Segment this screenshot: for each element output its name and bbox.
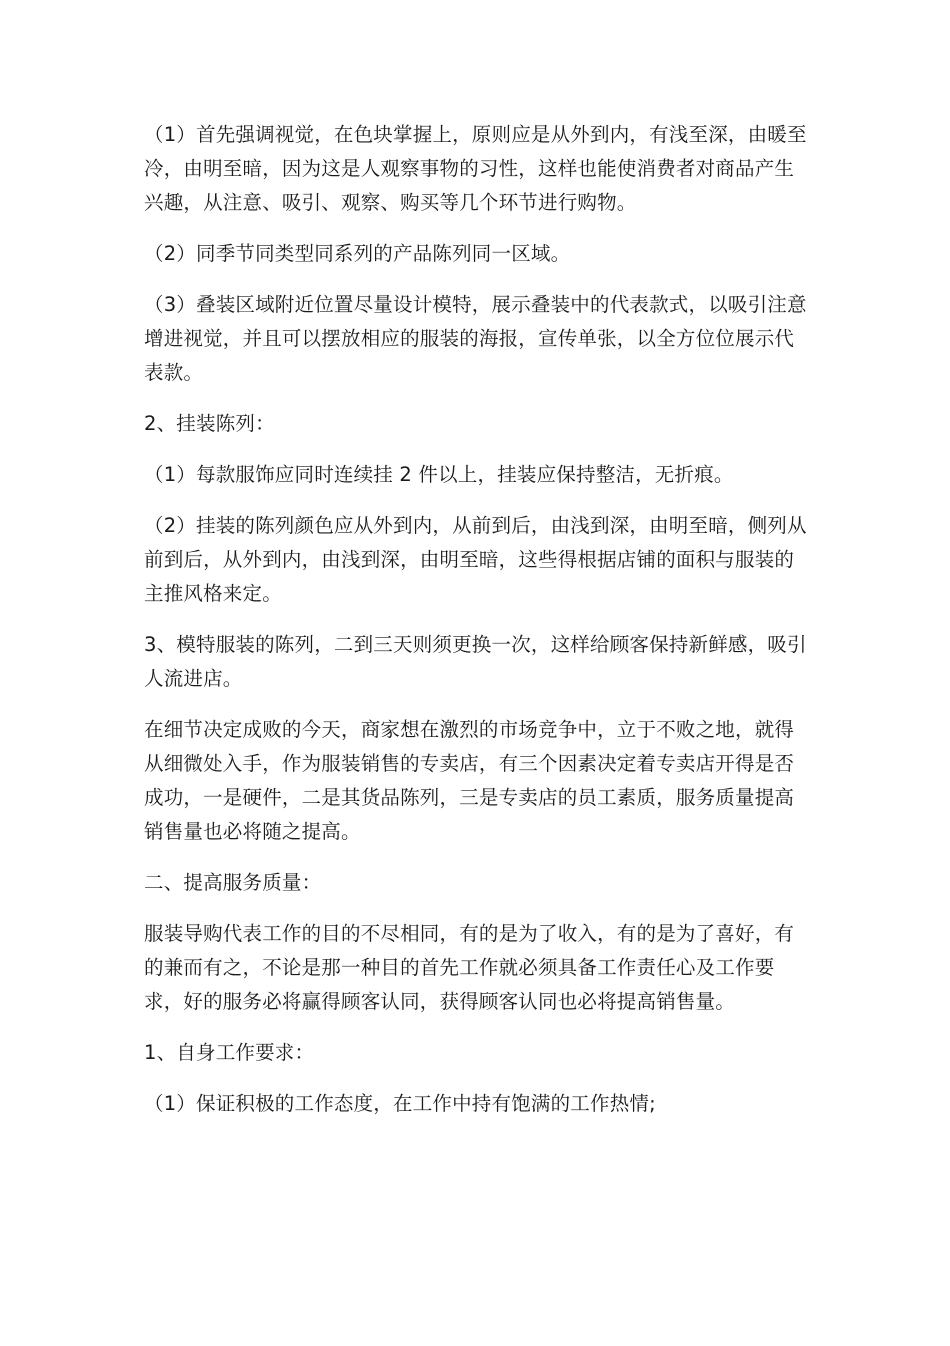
heading-self-requirements: 1、自身工作要求： bbox=[144, 1041, 315, 1064]
document-body bbox=[144, 118, 808, 1138]
paragraph-details: 在细节决定成败的今天，商家想在激烈的市场竞争中，立于不败之地，就得从细微处入手，作为服装销售的专卖店，有三个因素决定着专卖店开得是否成功，一是硬件，二是其货品陈列，三是专卖店的员工素质，服务质量提高销售量也必将随之提高。 bbox=[144, 718, 795, 843]
paragraph-same-season: （2）同季节同类型同系列的产品陈列同一区域。 bbox=[144, 242, 571, 265]
paragraph-positive-attitude: （1）保证积极的工作态度，在工作中持有饱满的工作热情; bbox=[144, 1092, 656, 1115]
paragraph-folded-area: （3）叠装区域附近位置尽量设计模特，展示叠装中的代表款式，以吸引注意增进视觉，并且可以摆放相应的服装的海报，宣传单张，以全方位位展示代表款。 bbox=[144, 293, 807, 384]
paragraph-color-principle: （1）首先强调视觉，在色块掌握上，原则应是从外到内，有浅至深，由暖至冷，由明至暗，因为这是人观察事物的习性，这样也能使消费者对商品产生兴趣，从注意、吸引、观察、购买等几个环节进行购物。 bbox=[144, 123, 807, 214]
paragraph-hanging-count: （1）每款服饰应同时连续挂 2 件以上，挂装应保持整洁，无折痕。 bbox=[144, 463, 734, 486]
paragraph-hanging-color: （2）挂装的陈列颜色应从外到内，从前到后，由浅到深，由明至暗，侧列从前到后，从外到内，由浅到深，由明至暗，这些得根据店铺的面积与服装的主推风格来定。 bbox=[144, 514, 807, 605]
heading-service-quality: 二、提高服务质量： bbox=[144, 871, 322, 894]
heading-hanging-display: 2、挂装陈列： bbox=[144, 412, 275, 435]
paragraph-sales-purpose: 服装导购代表工作的目的不尽相同，有的是为了收入，有的是为了喜好，有的兼而有之，不论是那一种目的首先工作就必须具备工作责任心及工作要求，好的服务必将赢得顾客认同，获得顾客认同也必将提高销售量。 bbox=[144, 922, 795, 1013]
paragraph-model-display: 3、模特服装的陈列，二到三天则须更换一次，这样给顾客保持新鲜感，吸引人流进店。 bbox=[144, 633, 807, 690]
